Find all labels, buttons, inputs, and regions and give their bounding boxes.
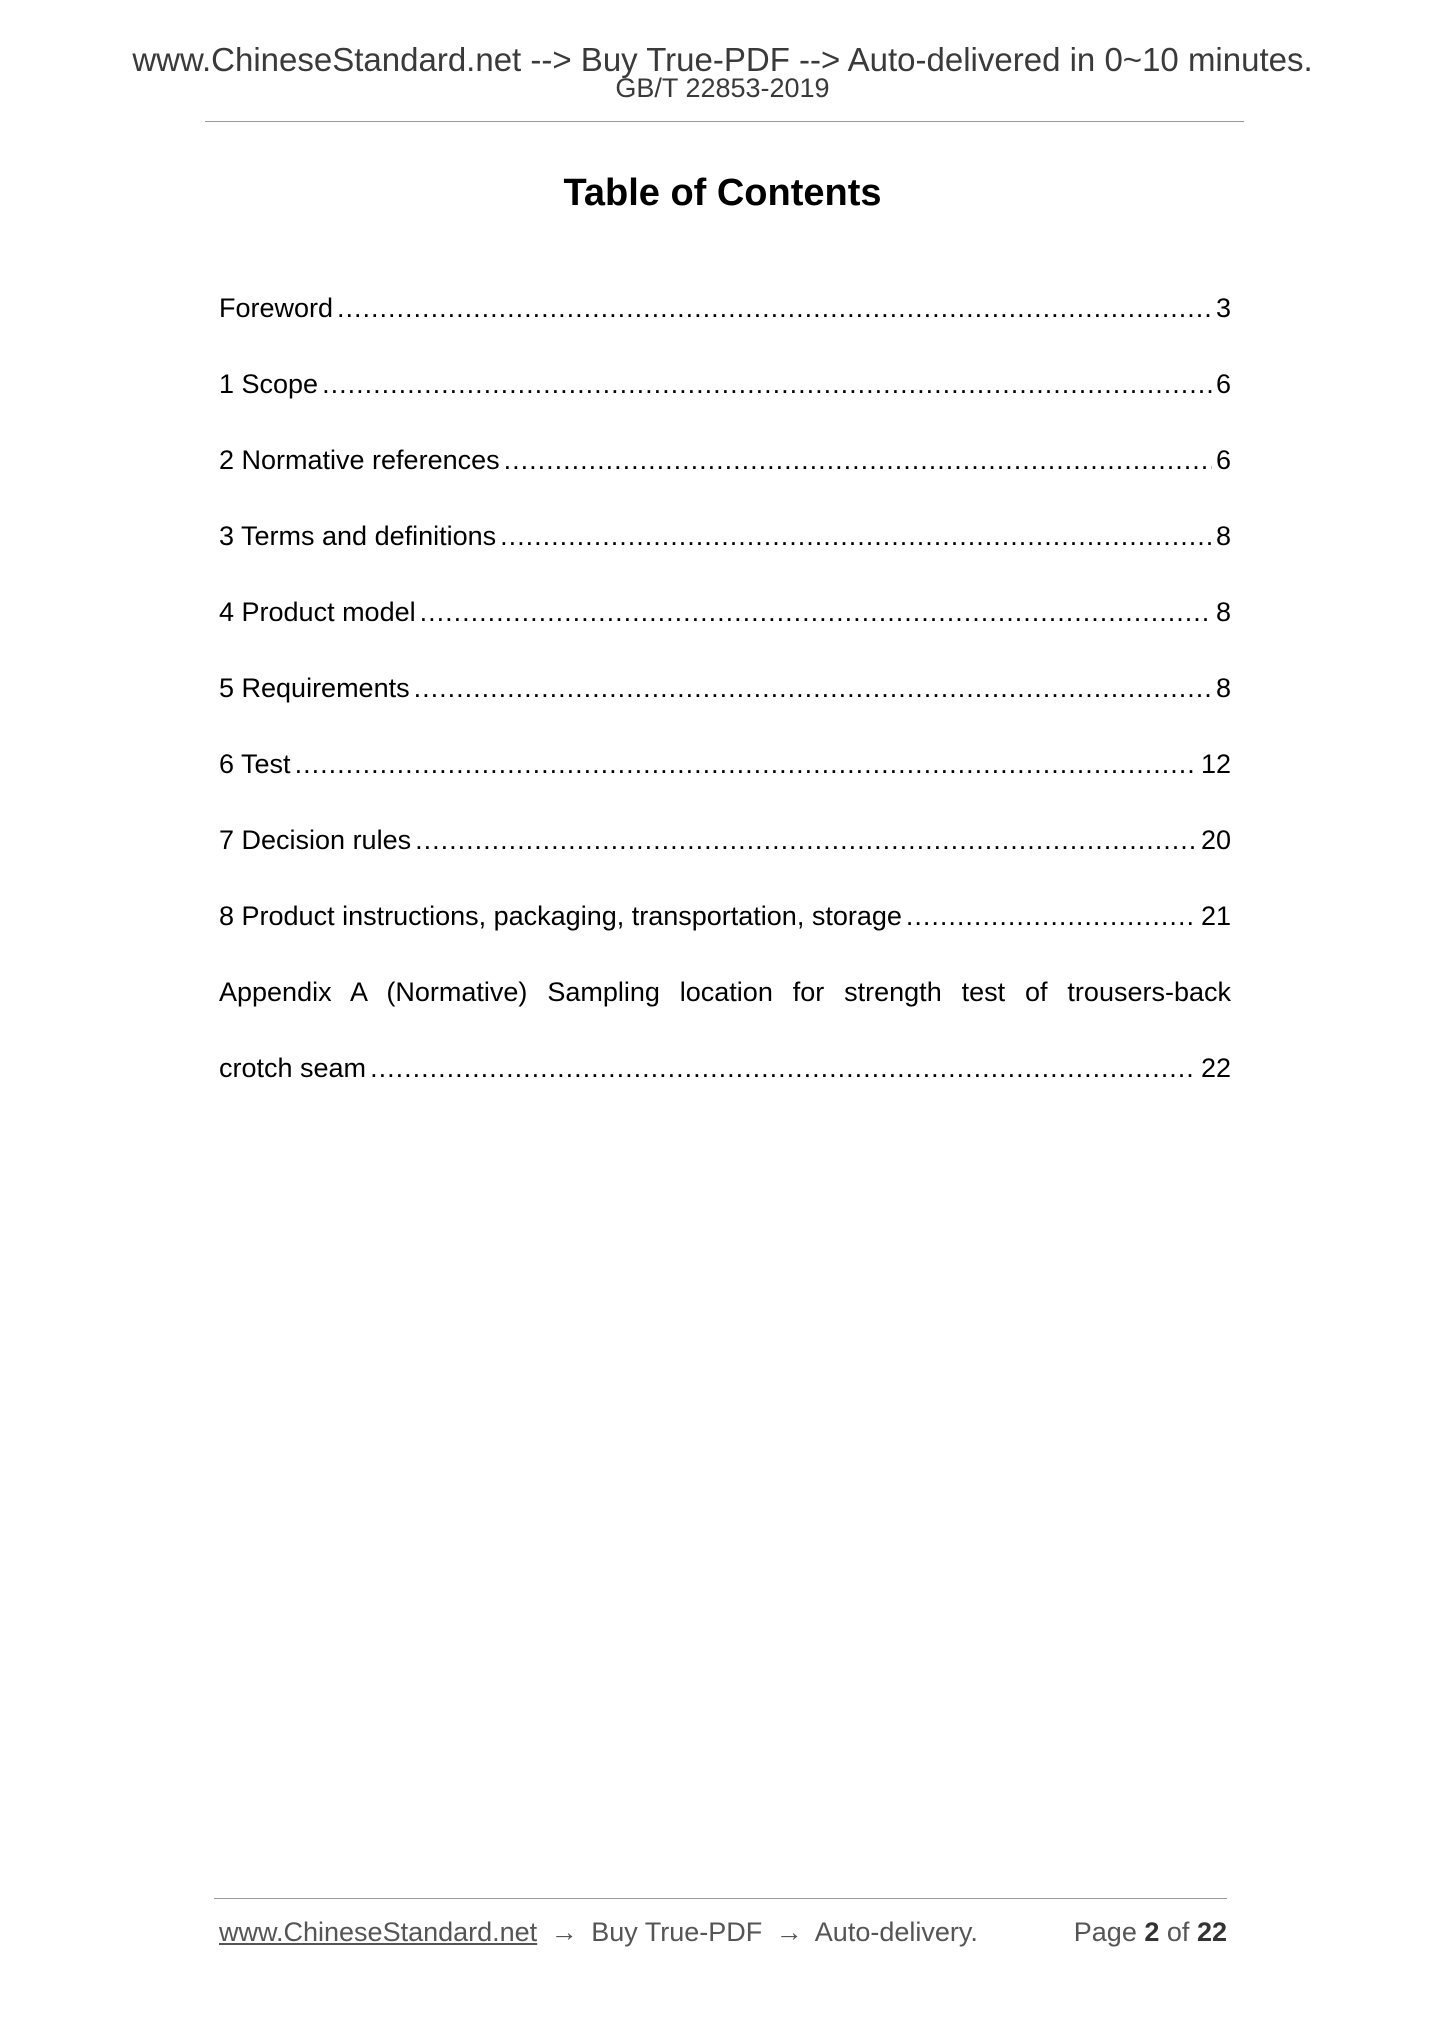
toc-entry-label: 5 Requirements	[219, 673, 410, 703]
dot-leader	[504, 438, 1212, 482]
arrow-right-icon: →	[775, 1917, 803, 1947]
page-footer	[219, 1912, 1227, 1952]
toc-entry-label: crotch seam	[219, 1053, 367, 1083]
page-title: Table of Contents	[563, 172, 882, 214]
toc-entry-product-instructions[interactable]	[219, 894, 1231, 970]
toc-entry-page: 22	[1200, 1053, 1231, 1083]
dot-leader	[415, 818, 1197, 862]
toc-entry-page: 6	[1215, 445, 1231, 475]
toc-entry-label: 2 Normative references	[219, 445, 500, 475]
toc-entry-label: 3 Terms and definitions	[219, 521, 497, 551]
toc-entry-label: 1 Scope	[219, 369, 319, 399]
toc-entry-product-model[interactable]	[219, 590, 1231, 666]
arrow-right-icon: →	[550, 1917, 578, 1947]
dot-leader	[500, 514, 1212, 558]
toc-entry-page: 21	[1200, 901, 1231, 931]
toc-entry-decision-rules[interactable]	[219, 818, 1231, 894]
page-label: Page	[1073, 1917, 1137, 1947]
toc-entry-page: 8	[1215, 597, 1231, 627]
toc-entry-test[interactable]	[219, 742, 1231, 818]
toc-entry-scope[interactable]	[219, 362, 1231, 438]
footer-buy-text: Buy True-PDF	[591, 1917, 763, 1947]
toc-entry-terms-and-definitions[interactable]	[219, 514, 1231, 590]
page-of-label: of	[1166, 1917, 1190, 1947]
toc-entry-foreword[interactable]	[219, 286, 1231, 362]
table-of-contents	[219, 286, 1231, 1122]
footer-divider	[214, 1898, 1227, 1899]
dot-leader	[414, 666, 1212, 710]
toc-entry-label: 7 Decision rules	[219, 825, 412, 855]
toc-entry-page: 8	[1215, 673, 1231, 703]
header-banner: www.ChineseStandard.net --> Buy True-PDF --> Auto-delivered in 0~10 minutes.	[132, 41, 1313, 78]
footer-promo	[219, 1912, 978, 1952]
header-divider	[205, 121, 1244, 122]
dot-leader	[337, 286, 1212, 330]
dot-leader	[370, 1046, 1197, 1090]
toc-entry-label: 8 Product instructions, packaging, transportation, storage	[219, 901, 902, 931]
current-page-number: 2	[1144, 1917, 1160, 1947]
footer-website-link[interactable]: www.ChineseStandard.net	[219, 1917, 538, 1947]
toc-entry-normative-references[interactable]	[219, 438, 1231, 514]
toc-entry-page: 6	[1215, 369, 1231, 399]
toc-entry-page: 12	[1200, 749, 1231, 779]
total-page-number: 22	[1196, 1917, 1227, 1947]
toc-entry-requirements[interactable]	[219, 666, 1231, 742]
document-code: GB/T 22853-2019	[615, 73, 830, 103]
dot-leader	[322, 362, 1212, 406]
toc-entry-page: 20	[1200, 825, 1231, 855]
page-indicator	[1074, 1912, 1227, 1952]
footer-delivery-text: Auto-delivery.	[814, 1917, 978, 1947]
toc-entry-page: 8	[1215, 521, 1231, 551]
toc-entry-label: 4 Product model	[219, 597, 416, 627]
toc-entry-label: Foreword	[219, 293, 334, 323]
dot-leader	[906, 894, 1197, 938]
dot-leader	[295, 742, 1197, 786]
toc-entry-appendix-a-continued[interactable]	[219, 1046, 1231, 1122]
toc-entry-page: 3	[1215, 293, 1231, 323]
toc-entry-appendix-a[interactable]: Appendix A (Normative) Sampling location for strength test of trousers-back	[219, 977, 1231, 1007]
dot-leader	[420, 590, 1212, 634]
toc-entry-label: 6 Test	[219, 749, 291, 779]
